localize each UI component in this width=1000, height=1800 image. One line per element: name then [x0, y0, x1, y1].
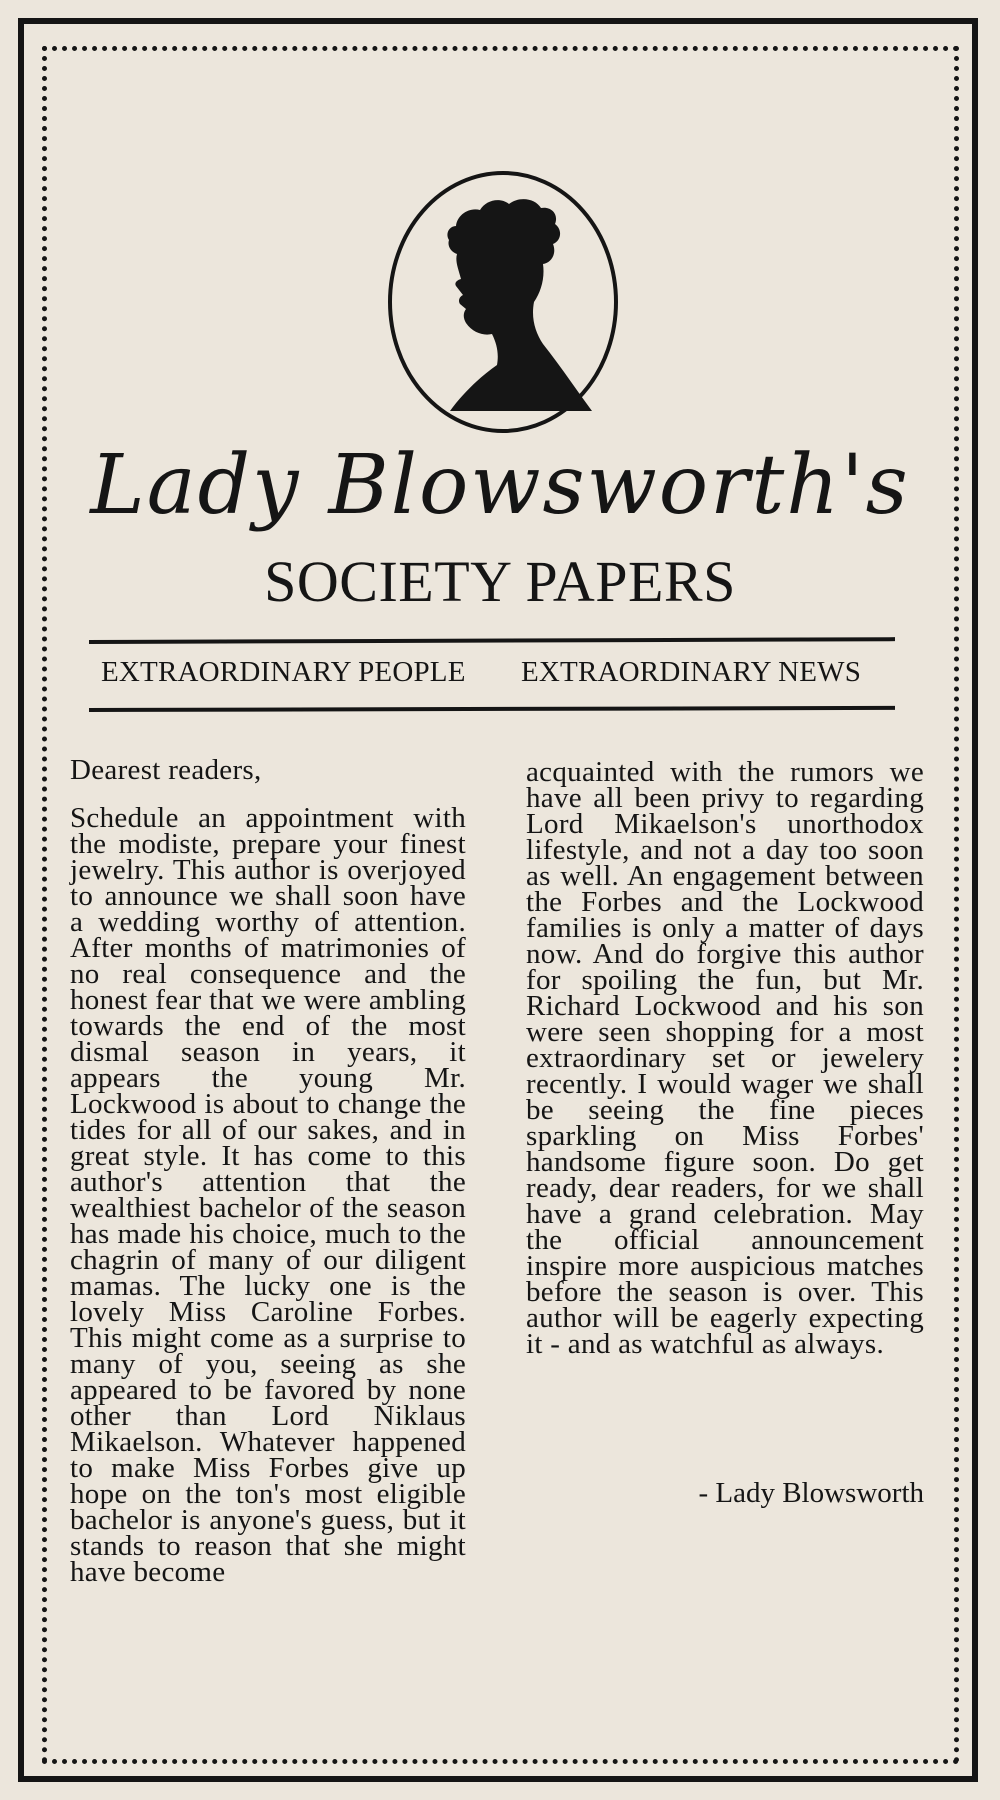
article-greeting: Dearest readers, — [70, 754, 262, 786]
tagline-left: EXTRAORDINARY PEOPLE — [101, 656, 466, 688]
tagline-right: EXTRAORDINARY NEWS — [521, 656, 862, 688]
lady-silhouette-cameo-icon — [385, 168, 621, 436]
article-column-right-text: acquainted with the rumors we have all been privy to regarding Lord Mikaelson's unorthodox lifestyle, and not a day too soon as well. An engagement between the Forbes and the Lockwood families is only a matter of days now. And do forgive this author for spoiling the fun, but Mr. Richard Lockwood and his son were seen shopping for a most extraordinary set or jewelery recently. I would wager we shall be seeing the fine pieces sparkling on Miss Forbes' handsome figure soon. Do get ready, dear readers, for we shall have a grand celebration. May the official announcement inspire more auspicious matches before the season is over. This author will be eagerly expecting it - and as watchful as always. — [526, 756, 924, 1360]
masthead-script-title: Lady Blowsworth's — [90, 438, 910, 533]
article-signature: - Lady Blowsworth — [698, 1477, 924, 1509]
article-column-left — [70, 754, 466, 1588]
masthead-title: SOCIETY PAPERS — [264, 549, 736, 614]
article-column-left-text: Schedule an appointment with the modiste, prepare your finest jewelry. This author is overjoyed to announce we shall soon have a wedding worthy of attention. After months of matrimonies of no real consequence and the honest fear that we were ambling towards the end of the most dismal season in years, it appears the young Mr. Lockwood is about to change the tides for all of our sakes, and in great style. It has come to this author's attention that the wealthiest bachelor of the season has made his choice, much to the chagrin of many of our diligent mamas. The lucky one is the lovely Miss Caroline Forbes. This might come as a surprise to many of you, seeing as she appeared to be favored by none other than Lord Niklaus Mikaelson. Whatever happened to make Miss Forbes give up hope on the ton's most eligible bachelor is anyone's guess, but it stands to reason that she might have become — [70, 802, 466, 1588]
article-column-right — [526, 756, 924, 1360]
